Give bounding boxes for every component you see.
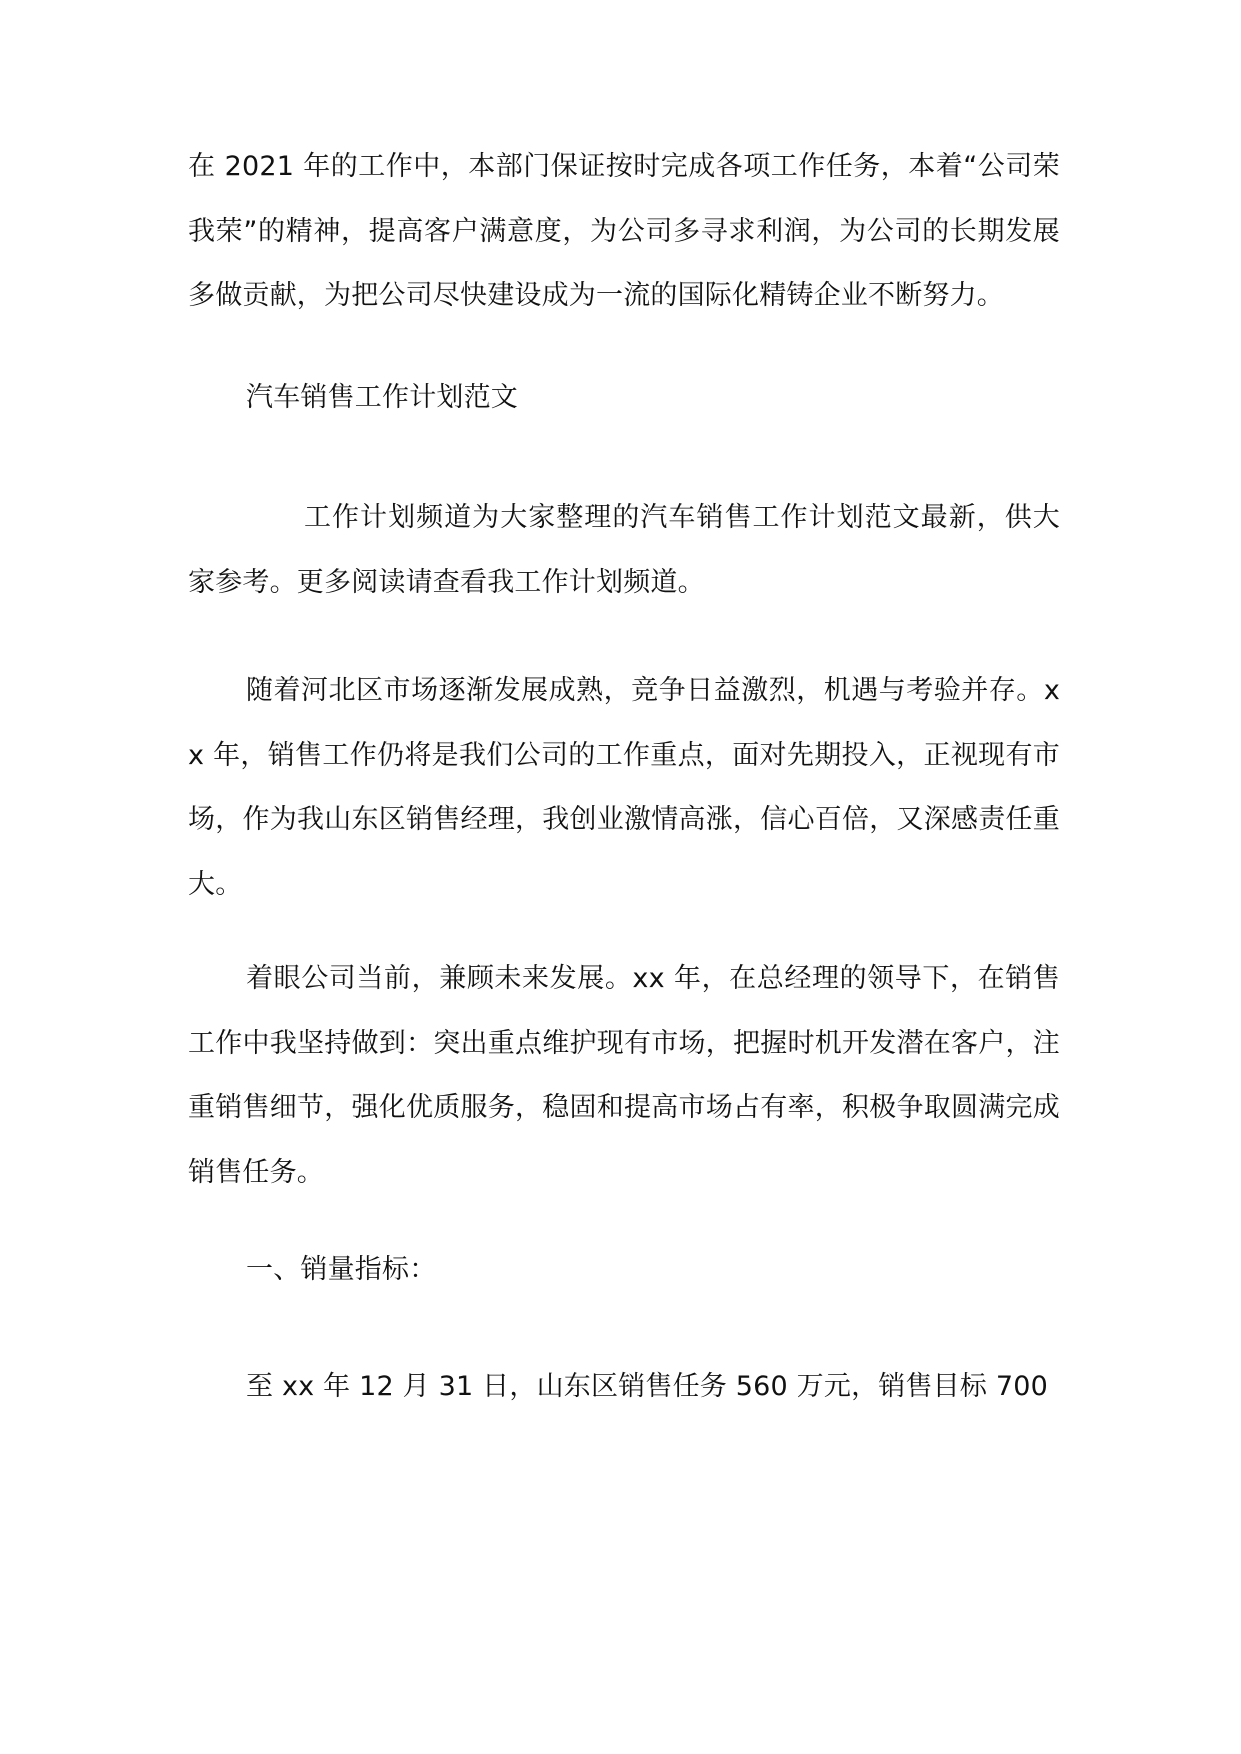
intro-paragraph: 在 2021 年的工作中，本部门保证按时完成各项工作任务，本着“公司荣我荣”的精神，提高客户满意度，为公司多寻求利润，为公司的长期发展多做贡献，为把公司尽快建设成为一流的国际化精铸企业不断努力。 bbox=[188, 151, 1060, 311]
section-title: 汽车销售工作计划范文 bbox=[246, 382, 518, 413]
channel-intro-paragraph: 工作计划频道为大家整理的汽车销售工作计划范文最新，供大家参考。更多阅读请查看我工作计划频道。 bbox=[188, 502, 1060, 598]
strategy-paragraph: 着眼公司当前，兼顾未来发展。xx 年，在总经理的领导下，在销售工作中我坚持做到：突出重点维护现有市场，把握时机开发潜在客户，注重销售细节，强化优质服务，稳固和提高市场占有率，积极争取圆满完成销售任务。 bbox=[188, 963, 1060, 1188]
sales-target-heading: 一、销量指标： bbox=[246, 1254, 437, 1285]
sales-target-paragraph: 至 xx 年 12 月 31 日，山东区销售任务 560 万元，销售目标 700 bbox=[246, 1371, 1048, 1402]
market-paragraph: 随着河北区市场逐渐发展成熟，竞争日益激烈，机遇与考验并存。xx 年，销售工作仍将是我们公司的工作重点，面对先期投入，正视现有市场，作为我山东区销售经理，我创业激情高涨，信心百倍，又深感责任重大。 bbox=[188, 675, 1060, 900]
